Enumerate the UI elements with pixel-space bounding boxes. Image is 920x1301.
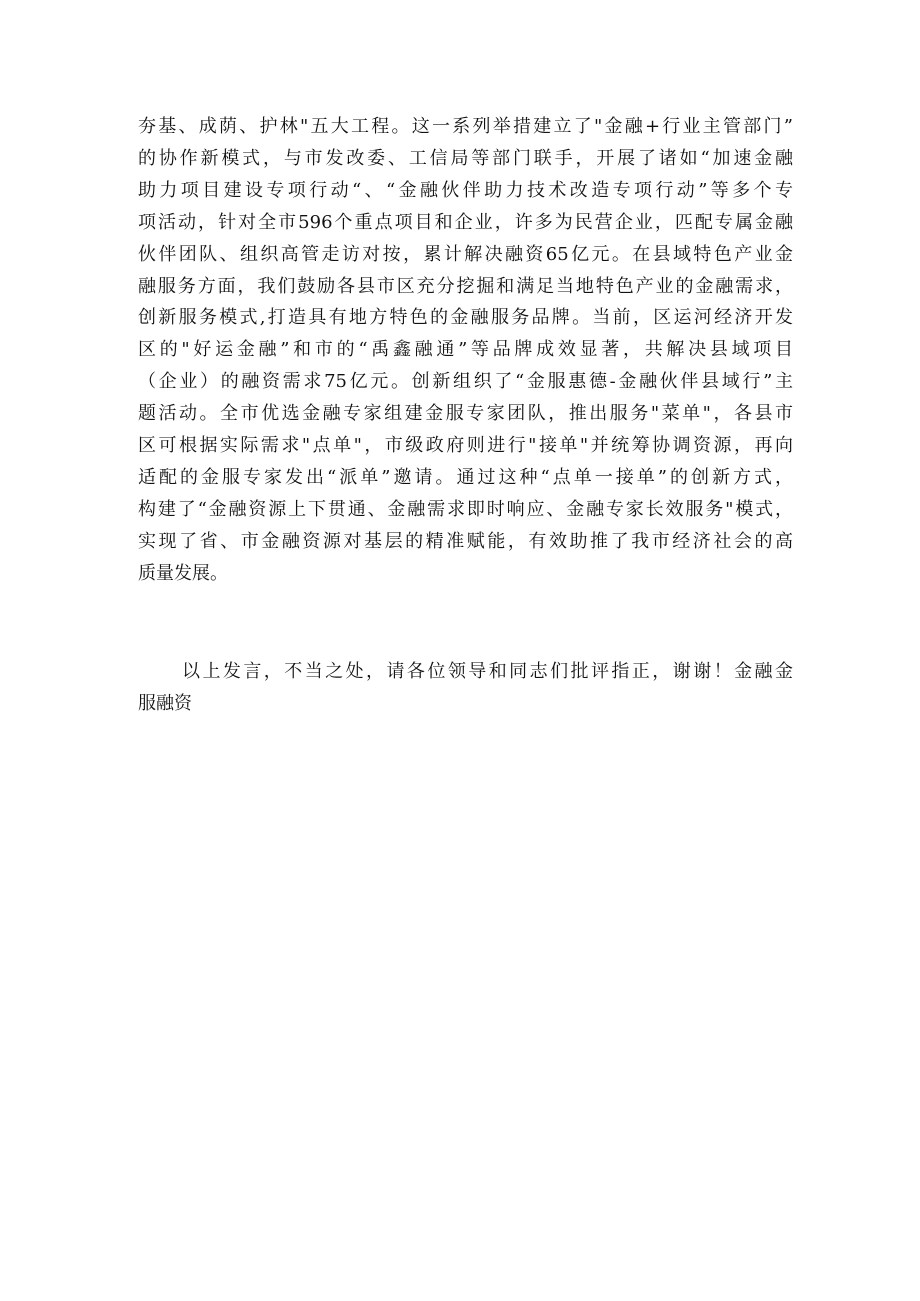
paragraph-line: 助力项目建设专项行动“、“金融伙伴助力技术改造专项行动”等多个专 bbox=[138, 179, 793, 201]
paragraph-line: 项活动，针对全市596个重点项目和企业，许多为民营企业，匹配专属金融 bbox=[138, 211, 793, 233]
paragraph-line: 创新服务模式,打造具有地方特色的金融服务品牌。当前，区运河经济开发 bbox=[138, 307, 793, 329]
paragraph-line: 质量发展。 bbox=[138, 562, 228, 584]
paragraph-line: 区可根据实际需求"点单"，市级政府则进行"接单"并统筹协调资源，再向 bbox=[138, 435, 793, 457]
closing-paragraph bbox=[138, 656, 793, 720]
body-paragraph bbox=[138, 111, 793, 590]
paragraph-line: 伙伴团队、组织高管走访对按，累计解决融资65亿元。在县域特色产业金 bbox=[138, 243, 793, 265]
paragraph-line: 区的"好运金融”和市的“禹鑫融通”等品牌成效显著，共解决县域项目 bbox=[138, 339, 793, 361]
paragraph-line: 服融资 bbox=[138, 692, 192, 714]
paragraph-line: 融服务方面，我们鼓励各县市区充分挖掘和满足当地特色产业的金融需求， bbox=[138, 275, 793, 297]
paragraph-line: 的协作新模式，与市发改委、工信局等部门联手，开展了诸如“加速金融 bbox=[138, 147, 793, 169]
paragraph-line: 适配的金服专家发出“派单”邀请。通过这种“点单一接单”的创新方式， bbox=[138, 466, 793, 488]
paragraph-line: （企业）的融资需求75亿元。创新组织了“金服惠德-金融伙伴县域行”主 bbox=[138, 371, 793, 393]
paragraph-line: 以上发言，不当之处，请各位领导和同志们批评指正，谢谢！金融金 bbox=[182, 661, 793, 682]
paragraph-line: 构建了“金融资源上下贯通、金融需求即时响应、金融专家长效服务"模式， bbox=[138, 498, 793, 520]
paragraph-line: 题活动。全市优选金融专家组建金服专家团队，推出服务"菜单"，各县市 bbox=[138, 403, 793, 425]
paragraph-line: 实现了省、市金融资源对基层的精准赋能，有效助推了我市经济社会的高 bbox=[138, 530, 793, 552]
paragraph-line: 夯基、成荫、护林"五大工程。这一系列举措建立了"金融+行业主管部门” bbox=[138, 116, 793, 137]
